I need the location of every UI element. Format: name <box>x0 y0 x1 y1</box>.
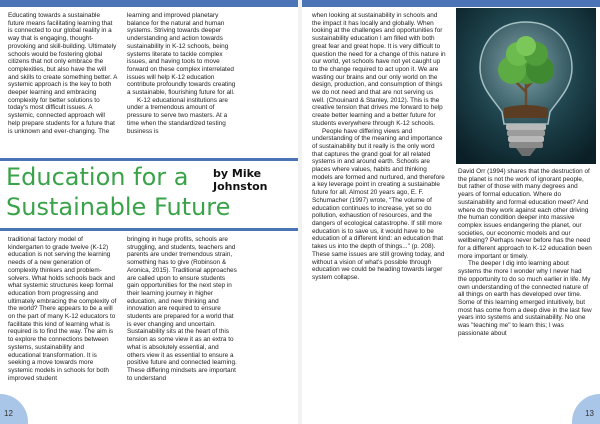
top-accent-bar-left <box>0 0 298 7</box>
title-rule-bottom <box>0 228 298 231</box>
text-column-6 <box>127 236 237 406</box>
text-column-1 <box>8 12 118 154</box>
text-column-3 <box>312 12 446 412</box>
paragraph: K-12 educational institutions are under a tremendous amount of pressure to serve two masters. At a time when the standardized testing business is <box>127 96 228 135</box>
paragraph: Educating towards a sustainable future means facilitating learning that is connected to our global reality in a way that is engaging, thought-provoking and skill-building. Ultimately schools would be fostering global citizens that not only embrace the complexities, but also have the will and skills to create something better. A systemic approach is the key to both deeper learning and embracing complexity for better solutions to today's most difficult issues. A systemic, connected approach will help prepare students for a future that is unknown and ever-changing. The <box>8 12 118 135</box>
lightbulb-tree-photo <box>456 8 596 164</box>
lightbulb-tree-icon <box>456 8 596 164</box>
page-spine <box>298 0 302 424</box>
paragraph: The deeper I dig into learning about systems the more I wonder why I never had the opportunity to do so much earlier in life. My own understanding of the connected nature of all things on earth has developed over time. Some of this learning emerged intuitively, but most has come from a deep dive in the last few years into systems and sustainability. No one was "teaching me" to learn this; I was passionate about <box>458 260 592 337</box>
article-byline: by Mike Johnston <box>213 167 268 193</box>
page-number-left: 12 <box>4 409 13 418</box>
text-column-2 <box>127 12 237 154</box>
text-column-4 <box>458 168 592 412</box>
paragraph: David Orr (1994) shares that the destruction of the planet is not the work of ignorant people, but rather of those with many degrees and years of formal education. Where do sustainability and formal education meet? And where do they work against each other driving the human condition deeper into massive complex issues endangering the planet, our societies, our economic models and our wellbeing? Perhaps never before has the need for a different approach to K-12 education been more important or timely. <box>458 168 592 260</box>
article-title: Education for a Sustainable Future <box>6 163 231 221</box>
paragraph: bringing in huge profits, schools are struggling, and students, teachers and parents are under tremendous strain, something has to give (Robinson & Aronica, 2015). Traditional approaches are called upon to ensure students gain opportunities for the next step in their learning journey in higher education, and new thinking and innovation are required to ensure students are prepared for a world that is ever changing and uncertain. Sustainability sits at the heart of this tension as some view it as an extra to what is absolutely essential, and others view it as essential to ensure a positive future and connected learning. These differing mindsets are important to understand <box>127 236 237 382</box>
paragraph: traditional factory model of kindergarten to grade twelve (K-12) education is not serving the learning needs of a new generation of complexity thinkers and problem-solvers. What holds schools back and what systemic structures keep formal education from progressing and ultimately embracing the complexity of the world? There appears to be a will on the part of many K-12 educators to facilitate this kind of learning what is required is to find the way. The aim is to explore the connections between systems, sustainability and educational transformation. It is seeking a move towards more systemic models in schools for both improved student <box>8 236 117 382</box>
top-accent-bar-right <box>302 0 600 7</box>
paragraph: learning and improved planetary balance for the natural and human systems. Striving towards deeper understanding and action towards sustainability in K-12 schools, being systems literate to tackle complex issues, and having tools to move forward on these complex interrelated issues will help K-12 education contribute profoundly towards creating a sustainable, flourishing future for all. <box>127 12 236 97</box>
text-column-5 <box>8 236 118 406</box>
page-number-right: 13 <box>585 409 594 418</box>
paragraph: when looking at sustainability in schools and the impact it has locally and globally. When looking at the challenges and opportunities for sustainability education I am filled with both great fear and great hope. It is very difficult to question the need for a change of this nature in our world, yet schools have not yet caught up to the change required to act upon it. We are wasting our brains and our only world on the design, production, and consumption of things we do not need and that are not serving us well. (Chouinard & Stanley, 2012). This is the creative tension that drives me forward to help create better learning and a better future for students everywhere through K-12 schools. <box>312 12 446 127</box>
title-rule-top <box>0 158 298 161</box>
paragraph: People have differing views and understanding of the meaning and importance of sustainability but it really is the only word that captures the grand goal for all related systems in and around earth. Schools are places where values, habits and thinking models are formed and nurtured, and therefore a key leverage point in creating a sustainable future for all. Almost 20 years ago, E. F. Schumacher (1997) wrote, "The volume of education continues to increase, yet so do pollution, exhaustion of resources, and the dangers of ecological catastrophe. If still more education is to save us, it would have to be education of a different kind: an education that takes us into the depth of things..." (p. 208). These same issues are still growing today, and without a vision of what's possible through education we could be heading towards larger system collapse. <box>312 127 445 281</box>
